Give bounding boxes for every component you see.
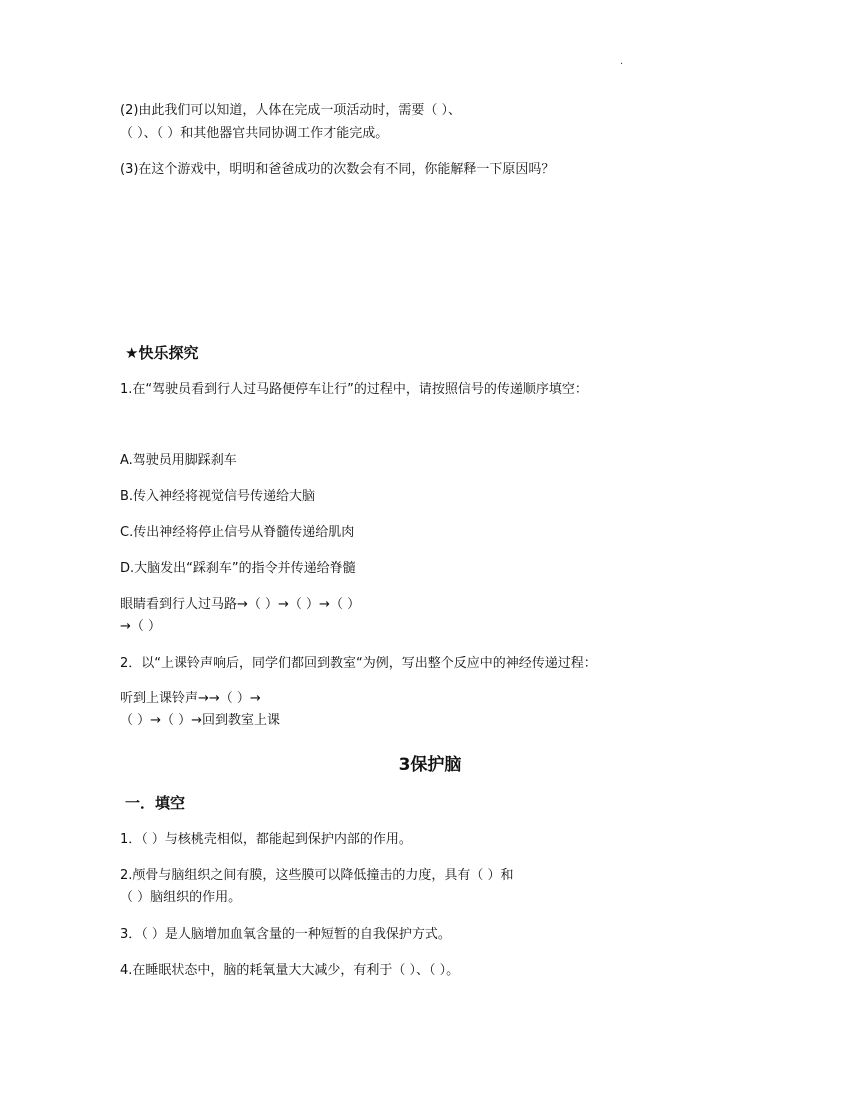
option-c: C.传出神经将停止信号从脊髓传递给肌肉: [120, 525, 355, 540]
section-title: 3保护脑: [398, 755, 462, 775]
bell-line-1: 听到上课铃声→→（ ）→: [120, 691, 261, 706]
fill-heading: 一．填空: [125, 794, 186, 812]
explore-heading: ★快乐探究: [125, 344, 199, 362]
option-b: B.传入神经将视觉信号传递给大脑: [120, 489, 316, 504]
bell-line-2: （ ）→（ ）→回到教室上课: [120, 713, 281, 728]
explore-question-1: 1.在“驾驶员看到行人过马路便停车让行”的过程中，请按照信号的传递顺序填空：: [120, 382, 588, 397]
page-dot: .: [620, 56, 624, 67]
fill-item-1: 1．（ ）与核桃壳相似，都能起到保护内部的作用。: [120, 832, 412, 847]
fill-item-3: 3．（ ）是人脑增加血氧含量的一种短暂的自我保护方式。: [120, 927, 451, 942]
sequence-line-1: 眼睛看到行人过马路→（ ）→（ ）→（ ）: [120, 597, 361, 612]
fill-item-4: 4.在睡眠状态中，脑的耗氧量大大减少，有利于（ ）、（ ）。: [120, 963, 460, 978]
sequence-line-2: →（ ）: [120, 619, 162, 634]
fill-item-2-cont: （ ）脑组织的作用。: [120, 890, 242, 905]
explore-question-2: 2．以“上课铃声响后，同学们都回到教室“为例，写出整个反应中的神经传递过程：: [120, 656, 597, 671]
option-d: D.大脑发出“踩刹车”的指令并传递给脊髓: [120, 561, 356, 576]
option-a: A.驾驶员用脚踩刹车: [120, 453, 237, 468]
question-3: (3)在这个游戏中，明明和爸爸成功的次数会有不同，你能解释一下原因吗？: [120, 162, 555, 177]
question-2-line-1: (2)由此我们可以知道，人体在完成一项活动时，需要（ ）、: [120, 103, 462, 118]
fill-item-2: 2.颅骨与脑组织之间有膜，这些膜可以降低撞击的力度，具有（ ）和: [120, 868, 514, 883]
question-2-line-2: （ ）、（ ）和其他器官共同协调工作才能完成。: [120, 126, 389, 141]
